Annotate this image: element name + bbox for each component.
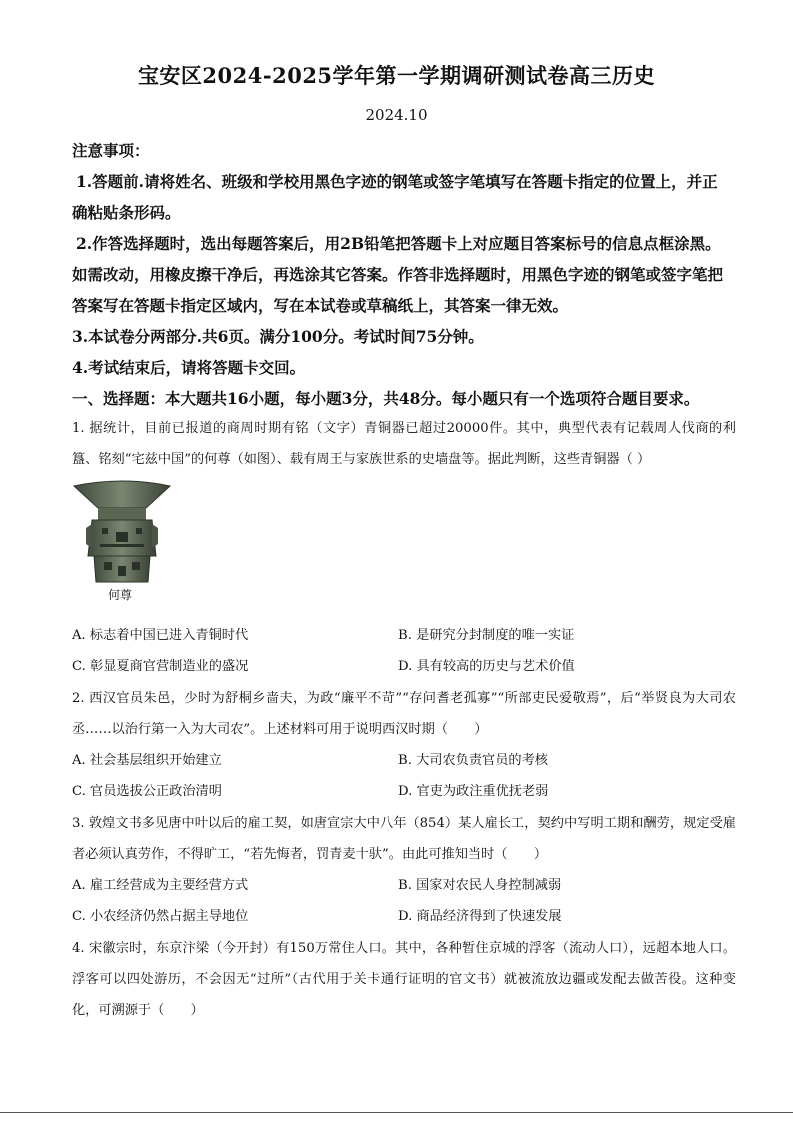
question-1-text: 1. 据统计，目前已报道的商周时期有铭（文字）青铜器已超过20000件。其中，典型代表有记载周人伐商的利簋、铭刻“宅兹中国”的何尊（如图）、载有周王与家族世系的史墙盘等。据此判断，这些青铜器（ ） xyxy=(72,421,736,467)
bronze-vessel-image xyxy=(72,478,172,586)
footer-divider xyxy=(0,1112,793,1113)
notes-block xyxy=(72,135,732,414)
note-item-2: 2.作答选择题时，选出每题答案后，用2B铅笔把答题卡上对应题目答案标号的信息点框涂黑。如需改动，用橡皮擦干净后，再选涂其它答案。作答非选择题时，用黑色字迹的钢笔或签字笔把答案写在答题卡指定区域内，写在本试卷或草稿纸上，其答案一律无效。 xyxy=(72,234,724,315)
q1-option-d: D. 具有较高的历史与艺术价值 xyxy=(398,659,575,674)
question-4-stem xyxy=(72,933,736,1026)
q3-option-a: A. 雇工经营成为主要经营方式 xyxy=(72,878,249,893)
q3-option-d: D. 商品经济得到了快速发展 xyxy=(398,909,562,924)
question-2-text: 2. 西汉官员朱邑，少时为舒桐乡啬夫，为政“廉平不苛”“存问耆老孤寡”“所部吏民爱敬焉”，后“举贤良为大司农丞……以治行第一入为大司农”。上述材料可用于说明西汉时期（ ） xyxy=(72,691,736,737)
q2-option-d: D. 官吏为政注重优抚老弱 xyxy=(398,784,549,799)
he-zun-figure xyxy=(72,478,172,586)
q1-option-c: C. 彰显夏商官营制造业的盛况 xyxy=(72,659,249,674)
question-1-stem xyxy=(72,413,736,475)
question-2-stem xyxy=(72,683,736,745)
note-item-1: 1.答题前.请将姓名、班级和学校用黑色字迹的钢笔或签字笔填写在答题卡指定的位置上，并正确粘贴条形码。 xyxy=(72,172,718,222)
question-3-stem xyxy=(72,808,736,870)
figure-caption: 何尊 xyxy=(108,588,133,602)
question-3-text: 3. 敦煌文书多见唐中叶以后的雇工契，如唐宣宗大中八年（854）某人雇长工，契约中写明工期和酬劳，规定受雇者必须认真劳作，不得旷工，“若先悔者，罚青麦十驮”。由此可推知当时（ ） xyxy=(72,816,736,862)
note-item-4: 4.考试结束后，请将答题卡交回。 xyxy=(72,358,306,377)
note-item-3: 3.本试卷分两部分.共6页。满分100分。考试时间75分钟。 xyxy=(72,327,484,346)
q2-option-a: A. 社会基层组织开始建立 xyxy=(72,753,222,768)
notes-heading: 注意事项： xyxy=(72,141,150,160)
q1-option-b: B. 是研究分封制度的唯一实证 xyxy=(398,628,575,643)
q3-option-b: B. 国家对农民人身控制减弱 xyxy=(398,878,562,893)
q3-option-c: C. 小农经济仍然占据主导地位 xyxy=(72,909,249,924)
q2-option-c: C. 官员选拔公正政治清明 xyxy=(72,784,222,799)
question-4-text: 4. 宋徽宗时，东京汴梁（今开封）有150万常住人口。其中，各种暂住京城的浮客（流动人口），远超本地人口。浮客可以四处游历，不会因无“过所”（古代用于关卡通行证明的官文书）就被流放边疆或发配去做苦役。这种变化，可溯源于（ ） xyxy=(72,941,736,1018)
section-heading: 一、选择题：本大题共16小题，每小题3分，共48分。每小题只有一个选项符合题目要求。 xyxy=(72,389,700,408)
exam-date: 2024.10 xyxy=(365,106,428,124)
q1-option-a: A. 标志着中国已进入青铜时代 xyxy=(72,628,249,643)
page-title: 宝安区2024-2025学年第一学期调研测试卷高三历史 xyxy=(137,63,656,88)
q2-option-b: B. 大司农负责官员的考核 xyxy=(398,753,548,768)
